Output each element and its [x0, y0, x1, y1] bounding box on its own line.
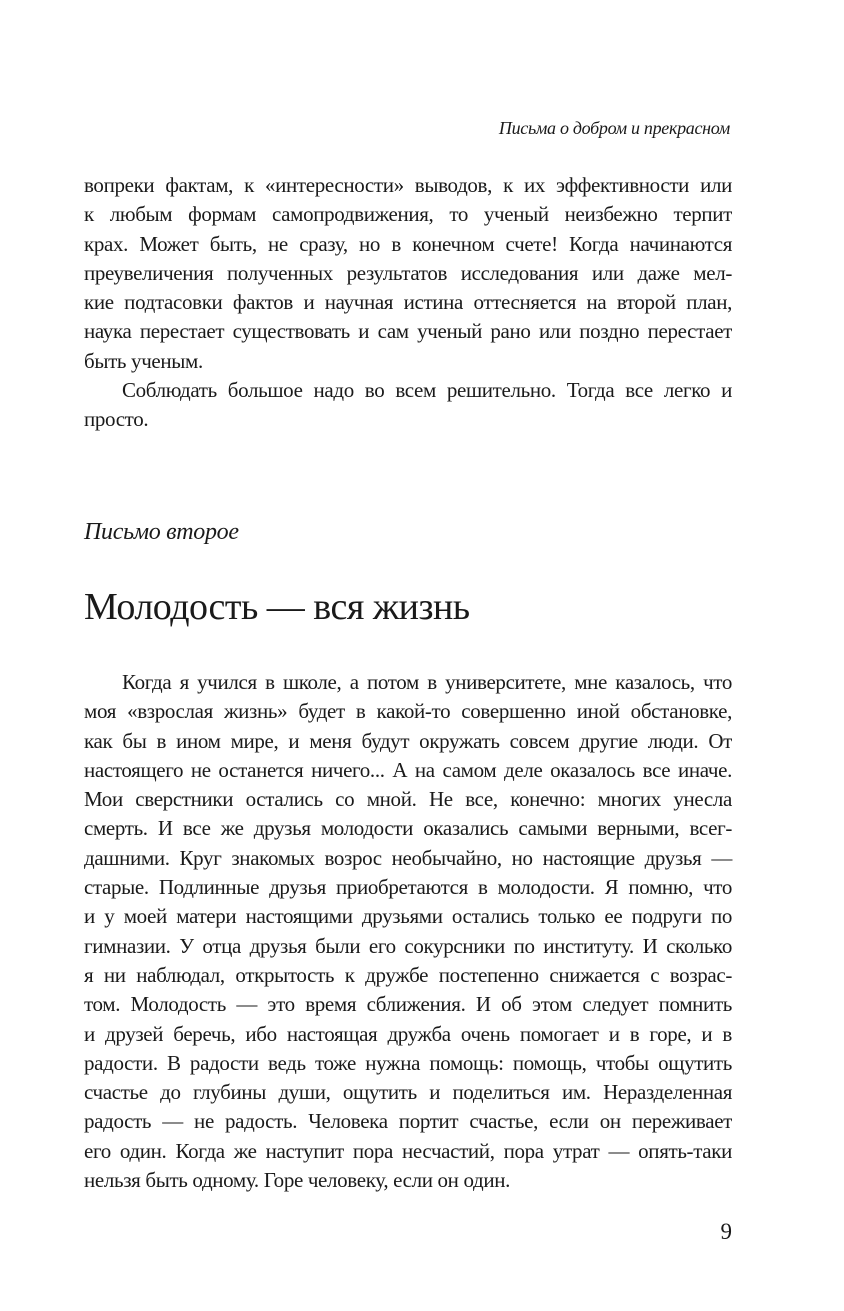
text-line: дашними. Круг знакомых возрос необычайно, но настоящие друзья —	[84, 845, 732, 870]
paragraph-main	[84, 668, 732, 1195]
text-line: вопреки фактам, к «интересности» выводов, к их эффективности или	[84, 173, 732, 197]
paragraph-2	[84, 376, 732, 435]
text-line: радость — не радость. Человека портит счастье, если он переживает	[84, 1109, 732, 1134]
text-line: настоящего не останется ничего... А на самом деле оказалось все иначе.	[84, 757, 732, 782]
text-block-before	[84, 171, 732, 435]
text-line: наука перестает существовать и сам ученый рано или поздно перестает	[84, 319, 732, 344]
text-line: крах. Может быть, не сразу, но в конечном счете! Когда начинаются	[84, 231, 732, 256]
text-line: старые. Подлинные друзья приобретаются в молодости. Я помню, что	[84, 875, 732, 900]
text-line: преувеличения полученных результатов исследования или даже мел-	[84, 260, 732, 285]
text-line: Мои сверстники остались со мной. Не все, конечно: многих унесла	[84, 787, 732, 812]
text-line: и друзей беречь, ибо настоящая дружба очень помогает и в горе, и в	[84, 1021, 732, 1046]
text-line: к любым формам самопродвижения, то ученый неизбежно терпит	[84, 202, 732, 227]
text-line: гимназии. У отца друзья были его сокурсники по институту. И сколько	[84, 933, 732, 958]
running-header: Письма о добром и прекрасном	[498, 118, 730, 138]
chapter-title: Молодость — вся жизнь	[84, 586, 470, 628]
paragraph-1	[84, 171, 732, 376]
text-line: быть ученым.	[84, 348, 203, 373]
letter-label: Письмо второе	[84, 519, 239, 545]
text-line: я ни наблюдал, открытость к дружбе постепенно снижается с возрас-	[84, 962, 732, 987]
text-line: моя «взрослая жизнь» будет в какой-то совершенно иной обстановке,	[84, 699, 732, 724]
text-line: смерть. И все же друзья молодости оказались самыми верными, всег-	[84, 816, 732, 841]
text-line: просто.	[84, 407, 149, 432]
text-line: том. Молодость — это время сближения. И об этом следует помнить	[84, 992, 732, 1017]
text-line: кие подтасовки фактов и научная истина оттесняется на второй план,	[84, 290, 732, 315]
text-line: его один. Когда же наступит пора несчастий, пора утрат — опять-таки	[84, 1138, 732, 1163]
text-line: и у моей матери настоящими друзьями остались только ее подруги по	[84, 904, 732, 929]
text-block-main	[84, 668, 732, 1195]
text-line: радости. В радости ведь тоже нужна помощь: помощь, чтобы ощутить	[84, 1050, 732, 1075]
text-line: Соблюдать большое надо во всем решительно. Тогда все легко и	[122, 378, 732, 403]
text-line: как бы в ином мире, и меня будут окружать совсем другие люди. От	[84, 728, 732, 753]
text-line: счастье до глубины души, ощутить и поделиться им. Неразделенная	[84, 1080, 732, 1105]
text-line: Когда я учился в школе, а потом в университете, мне казалось, что	[122, 670, 732, 694]
text-line: нельзя быть одному. Горе человеку, если он один.	[84, 1168, 510, 1193]
page-number: 9	[720, 1219, 732, 1244]
